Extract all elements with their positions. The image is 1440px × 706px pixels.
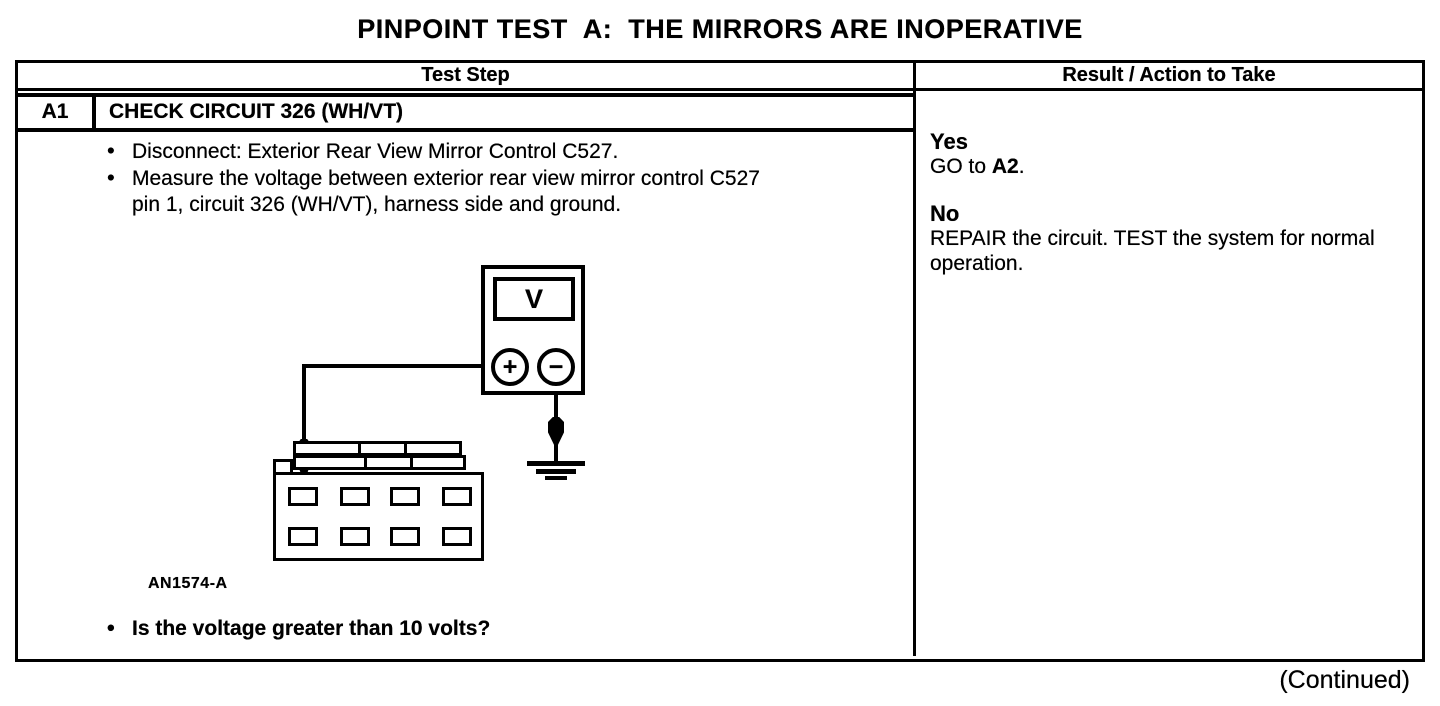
connector-graphic xyxy=(273,472,484,561)
connector-pin-cavity xyxy=(442,527,472,546)
column-header-test-step: Test Step xyxy=(18,63,916,88)
connector-terminal-strip xyxy=(293,441,462,456)
instruction-item: • Measure the voltage between exterior rear view mirror control C527 pin 1, circuit 326 (WH/VT), harness side and ground. xyxy=(132,166,763,218)
connector-pin-cavity xyxy=(288,527,318,546)
continued-note: (Continued) xyxy=(1279,666,1410,694)
ground-symbol-icon xyxy=(536,469,576,474)
yes-label: Yes xyxy=(930,129,968,154)
ground-probe-tip xyxy=(554,443,558,462)
yes-action-target-step: A2 xyxy=(991,155,1019,178)
ground-probe-icon xyxy=(548,417,564,445)
connector-pin-cavity xyxy=(340,527,370,546)
step-question: • Is the voltage greater than 10 volts? xyxy=(132,616,832,642)
no-label: No xyxy=(930,201,960,226)
connector-pin-cavity xyxy=(340,487,370,506)
column-header-result-action: Result / Action to Take xyxy=(1062,64,1276,86)
page-title: PINPOINT TEST A: THE MIRRORS ARE INOPERATIVE xyxy=(357,14,1083,44)
yes-action-prefix: GO to xyxy=(930,155,992,178)
instruction-item: • Disconnect: Exterior Rear View Mirror Control C527. xyxy=(132,139,763,165)
yes-action-suffix: . xyxy=(1018,155,1025,178)
figure-reference-label: AN1574-A xyxy=(148,575,228,592)
connector-pin-cavity xyxy=(390,487,420,506)
negative-terminal-icon: − xyxy=(537,348,575,386)
connector-pin-cavity xyxy=(442,487,472,506)
positive-lead-wire xyxy=(302,366,306,441)
voltmeter-display: V xyxy=(493,277,575,321)
ground-symbol-icon xyxy=(545,476,567,480)
connector-pin-cavity xyxy=(288,487,318,506)
positive-lead-wire xyxy=(302,364,494,368)
connector-terminal-strip xyxy=(293,455,466,470)
positive-terminal-icon: + xyxy=(491,348,529,386)
step-name: CHECK CIRCUIT 326 (WH/VT) xyxy=(96,93,913,132)
ground-symbol-icon xyxy=(527,461,585,466)
step-id: A1 xyxy=(18,93,96,132)
connector-pin-cavity xyxy=(390,527,420,546)
no-action: REPAIR the circuit. TEST the system for normal operation. xyxy=(930,227,1375,275)
